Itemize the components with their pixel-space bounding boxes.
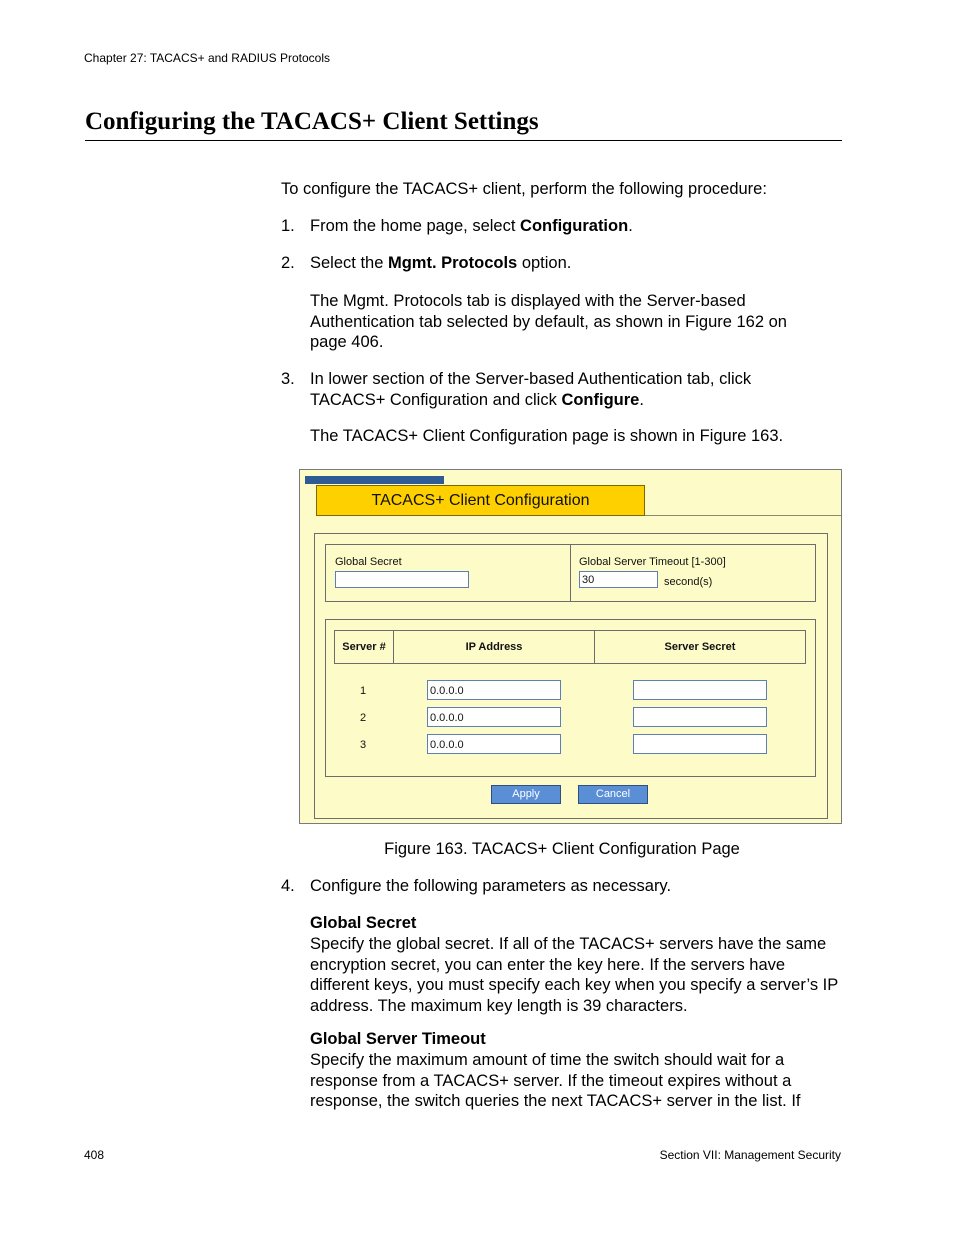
figure-screenshot bbox=[299, 469, 842, 824]
step-number: 4. bbox=[281, 877, 295, 895]
step-note: The Mgmt. Protocols tab is displayed with the Server-based Authentication tab selected by default, as shown in Figure 162 on page 406. bbox=[310, 292, 787, 351]
global-settings-box bbox=[325, 544, 816, 602]
global-server-timeout-input[interactable]: 30 bbox=[579, 571, 658, 588]
tab-underline bbox=[645, 515, 841, 516]
section-title: Configuring the TACACS+ Client Settings bbox=[85, 106, 842, 141]
global-secret-label: Global Secret bbox=[335, 556, 402, 568]
step-text: From the home page, select Configuration. bbox=[310, 217, 633, 235]
server-table-header bbox=[334, 630, 806, 664]
apply-button[interactable]: Apply bbox=[491, 785, 561, 804]
param-heading: Global Server Timeout bbox=[310, 1030, 486, 1048]
server-number: 2 bbox=[360, 712, 367, 724]
server-secret-input[interactable] bbox=[633, 707, 767, 727]
running-head: Chapter 27: TACACS+ and RADIUS Protocols bbox=[84, 51, 330, 65]
step-text: Select the Mgmt. Protocols option. bbox=[310, 254, 572, 272]
divider bbox=[570, 545, 571, 601]
server-secret-input[interactable] bbox=[633, 680, 767, 700]
column-header-server-number: Server # bbox=[342, 641, 386, 653]
param-heading: Global Secret bbox=[310, 914, 417, 932]
footer-section: Section VII: Management Security bbox=[659, 1148, 841, 1162]
server-number: 1 bbox=[360, 685, 367, 697]
global-secret-input[interactable] bbox=[335, 571, 469, 588]
step-text: Configure the following parameters as necessary. bbox=[310, 877, 672, 895]
ip-address-input[interactable]: 0.0.0.0 bbox=[427, 734, 561, 754]
step-note: The TACACS+ Client Configuration page is shown in Figure 163. bbox=[310, 427, 784, 445]
cancel-button[interactable]: Cancel bbox=[578, 785, 648, 804]
page-number: 408 bbox=[84, 1148, 105, 1162]
step-number: 3. bbox=[281, 370, 295, 388]
column-header-server-secret: Server Secret bbox=[664, 641, 736, 653]
step-number: 2. bbox=[281, 254, 295, 272]
server-table-box bbox=[325, 619, 816, 777]
server-secret-input[interactable] bbox=[633, 734, 767, 754]
ip-address-input[interactable]: 0.0.0.0 bbox=[427, 680, 561, 700]
global-server-timeout-label: Global Server Timeout [1-300] bbox=[579, 556, 726, 568]
ip-address-input[interactable]: 0.0.0.0 bbox=[427, 707, 561, 727]
step-number: 1. bbox=[281, 217, 295, 235]
server-number: 3 bbox=[360, 739, 367, 751]
tab-tacacs-client-configuration[interactable]: TACACS+ Client Configuration bbox=[316, 485, 645, 516]
column-header-ip-address: IP Address bbox=[465, 641, 523, 653]
param-description: Specify the maximum amount of time the switch should wait for a response from a TACACS+ server. If the timeout expires without a response, the switch queries the next TACACS+ server in the list. If bbox=[310, 1051, 801, 1110]
top-bar bbox=[305, 476, 444, 484]
figure-caption: Figure 163. TACACS+ Client Configuration Page bbox=[384, 840, 740, 858]
intro-paragraph: To configure the TACACS+ client, perform the following procedure: bbox=[281, 180, 767, 198]
config-panel bbox=[314, 533, 828, 819]
step-text: In lower section of the Server-based Authentication tab, click TACACS+ Configuration and click Configure. bbox=[310, 370, 752, 409]
timeout-unit-label: second(s) bbox=[664, 576, 713, 588]
param-description: Specify the global secret. If all of the TACACS+ servers have the same encryption secret, you can enter the key here. If the servers have different keys, you must specify each key when you specify a server’s IP address. The maximum key length is 39 characters. bbox=[310, 935, 838, 1015]
